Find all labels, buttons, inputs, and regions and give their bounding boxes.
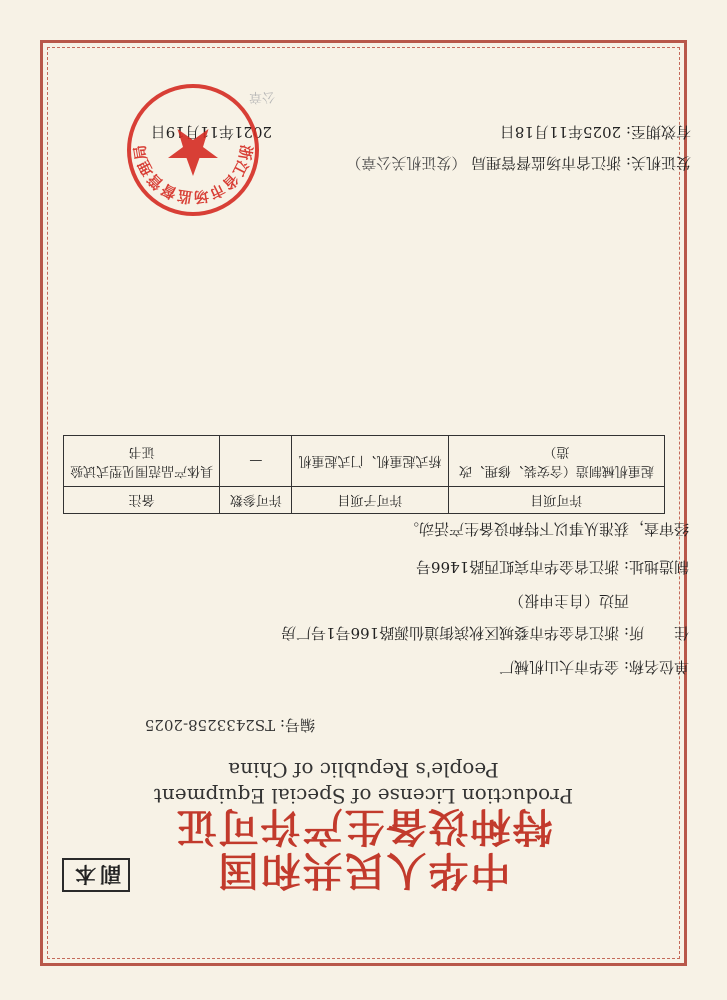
certificate-number bbox=[145, 715, 315, 736]
certificate-number-label: 编号: bbox=[279, 716, 315, 734]
validity-row bbox=[500, 122, 691, 143]
unit-name-value: 金华市大山机械厂 bbox=[499, 658, 620, 676]
address-row bbox=[281, 623, 689, 644]
unit-name-label: 单位名称: bbox=[623, 658, 689, 676]
validity-value: 2025年11月18日 bbox=[499, 123, 622, 141]
manufacturing-address-label: 制造地址: bbox=[623, 558, 689, 576]
unit-name-row bbox=[499, 657, 689, 678]
issuing-authority-note: （发证机关公章） bbox=[346, 154, 467, 172]
certificate-number-value: TS2433258-2025 bbox=[144, 716, 276, 734]
address-value-2: 西边（自主申报） bbox=[508, 592, 629, 610]
manufacturing-address-row bbox=[416, 557, 689, 578]
validity-label: 有效期至: bbox=[625, 123, 691, 141]
license-scope-table bbox=[63, 435, 665, 514]
official-seal-icon bbox=[123, 80, 263, 220]
address-value-1: 浙江省金华市婺城区秋滨街道仙源路166号1号厂房 bbox=[280, 624, 620, 642]
table-cell: 起重机械制造（含安装、修理、改造） bbox=[448, 436, 664, 487]
table-cell: — bbox=[220, 436, 292, 487]
table-row bbox=[64, 436, 665, 487]
english-title-1: Production License of Special Equipment bbox=[153, 784, 574, 808]
table-header: 许可参数 bbox=[220, 487, 292, 514]
table-header: 许可子项目 bbox=[292, 487, 448, 514]
approval-statement: 经审查，获准从事以下特种设备生产活动。 bbox=[403, 520, 689, 538]
address-label: 住 所: bbox=[623, 624, 689, 642]
copy-mark: 副本 bbox=[62, 858, 130, 892]
faint-stamp-text: 公章 bbox=[248, 89, 275, 104]
title-line-2: 特种设备生产许可证 bbox=[174, 803, 553, 850]
title-line-1: 中华人民共和国 bbox=[216, 847, 511, 894]
english-title-2: People's Republic of China bbox=[228, 758, 499, 782]
issuing-authority-value: 浙江省市场监督管理局 bbox=[471, 154, 622, 172]
issue-date: 2021年11月19日 bbox=[150, 123, 272, 141]
issuing-authority-label: 发证机关: bbox=[625, 154, 691, 172]
table-cell: 具体产品范围见型式试验证书 bbox=[64, 436, 220, 487]
table-cell: 桥式起重机、门式起重机 bbox=[292, 436, 448, 487]
manufacturing-address-value: 浙江省金华市宾虹西路1466号 bbox=[415, 558, 620, 576]
seal-text: 浙江省市场监督管理局 bbox=[130, 143, 256, 207]
issuing-authority-row bbox=[346, 153, 691, 174]
table-header: 备注 bbox=[64, 487, 220, 514]
table-header: 许可项目 bbox=[448, 487, 664, 514]
